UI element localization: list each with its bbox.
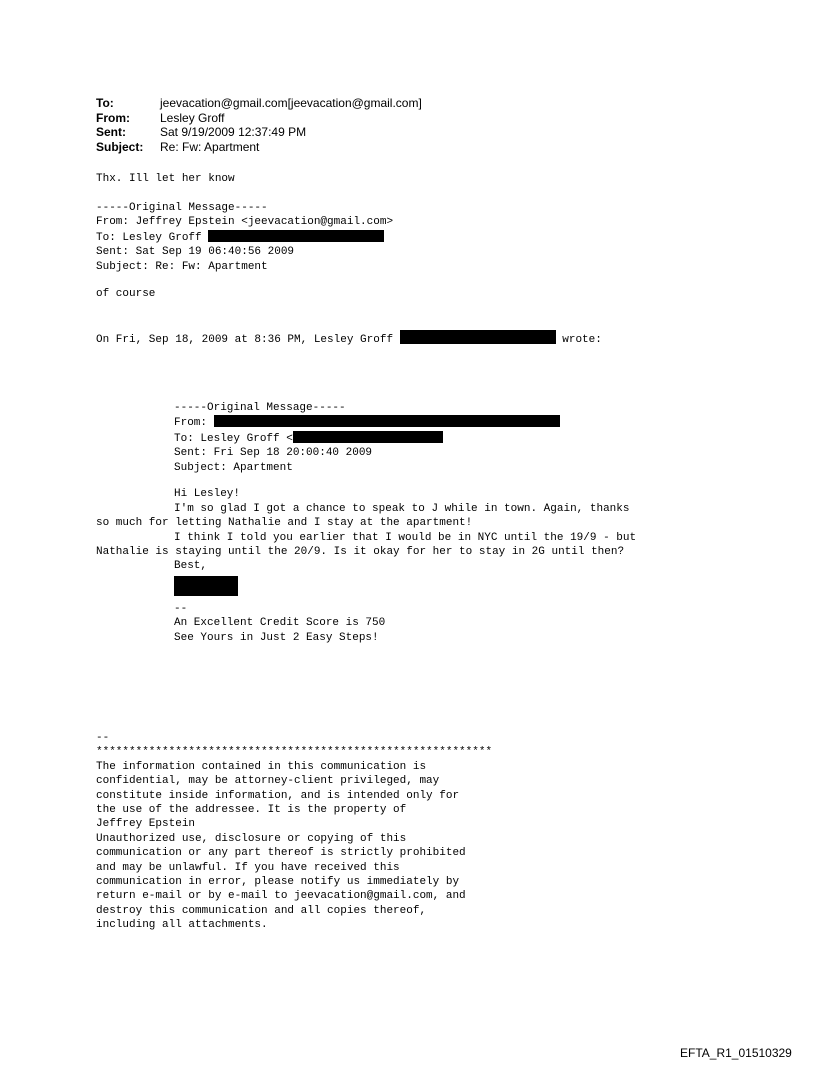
disclaimer-line: the use of the addressee. It is the property of [96, 804, 407, 817]
original-message-1 [96, 201, 393, 274]
quoted-separator: -----Original Message----- [174, 402, 346, 414]
quoted-from-line [174, 415, 560, 430]
quoted-body-line: I think I told you earlier that I would be in NYC until the 19/9 - but [174, 532, 637, 544]
original-to-prefix: To: Lesley Groff [96, 231, 209, 244]
quoted-closing: Best, [174, 560, 208, 572]
disclaimer-stars: ************************************************************ [96, 746, 493, 759]
quoted-greeting: Hi Lesley! [174, 488, 241, 500]
header-from-row [96, 111, 422, 126]
original-from-line: From: Jeffrey Epstein <jeevacation@gmail.com> [96, 216, 394, 229]
from-value: Lesley Groff [160, 110, 225, 125]
quoted-message-header [174, 401, 560, 475]
disclaimer-line: Jeffrey Epstein [96, 818, 196, 831]
quoted-signature [174, 602, 385, 645]
to-value: jeevacation@gmail.com[jeevacation@gmail.com] [160, 96, 422, 110]
disclaimer-line: and may be unlawful. If you have received this [96, 861, 400, 874]
redaction-box [293, 431, 443, 443]
quoted-to-line [174, 431, 560, 446]
original-body: of course [96, 288, 156, 300]
email-header [96, 96, 422, 154]
quote-intro [96, 330, 602, 347]
from-label: From: [96, 110, 130, 125]
disclaimer-line: Unauthorized use, disclosure or copying of this [96, 832, 407, 845]
header-to-row [96, 96, 422, 111]
ad-line: An Excellent Credit Score is 750 [174, 617, 386, 630]
header-subject-row [96, 140, 422, 155]
sent-label: Sent: [96, 125, 126, 139]
signature-separator: -- [174, 603, 188, 615]
quoted-body-line: so much for letting Nathalie and I stay at the apartment! [96, 517, 473, 529]
quoted-body-line: I'm so glad I got a chance to speak to J while in town. Again, thanks [174, 503, 630, 515]
disclaimer-line: communication or any part thereof is strictly prohibited [96, 847, 466, 860]
redaction-box [214, 415, 560, 427]
disclaimer-separator: -- [96, 732, 110, 744]
subject-value: Re: Fw: Apartment [160, 139, 260, 154]
original-subject-line: Subject: Re: Fw: Apartment [96, 260, 268, 273]
reply-text: Thx. Ill let her know [96, 173, 235, 185]
quoted-sent-line: Sent: Fri Sep 18 20:00:40 2009 [174, 447, 373, 460]
original-sent-line: Sent: Sat Sep 19 06:40:56 2009 [96, 246, 295, 259]
disclaimer [96, 731, 492, 933]
disclaimer-line: constitute inside information, and is intended only for [96, 789, 460, 802]
ad-line: See Yours in Just 2 Easy Steps! [174, 631, 379, 644]
quoted-to-prefix: To: Lesley Groff < [174, 432, 293, 445]
sent-value: Sat 9/19/2009 12:37:49 PM [160, 125, 307, 139]
signature-redaction [174, 576, 238, 596]
subject-label: Subject: [96, 139, 144, 154]
quoted-subject-line: Subject: Apartment [174, 461, 293, 474]
disclaimer-line: destroy this communication and all copies thereof, [96, 904, 427, 917]
quote-intro-suffix: wrote: [555, 334, 602, 346]
disclaimer-line: return e-mail or by e-mail to jeevacation@gmail.com, and [96, 890, 466, 903]
redaction-box [400, 330, 556, 344]
original-to-line [96, 230, 393, 245]
quoted-from-prefix: From: [174, 417, 214, 430]
quoted-body-line: Nathalie is staying until the 20/9. Is it okay for her to stay in 2G until then? [96, 546, 625, 558]
disclaimer-line: confidential, may be attorney-client privileged, may [96, 775, 440, 788]
to-label: To: [96, 96, 114, 110]
quote-intro-prefix: On Fri, Sep 18, 2009 at 8:36 PM, Lesley Groff [96, 334, 400, 346]
disclaimer-line: including all attachments. [96, 919, 268, 932]
redaction-box [208, 230, 384, 242]
original-separator: -----Original Message----- [96, 202, 268, 214]
disclaimer-line: communication in error, please notify us immediately by [96, 876, 460, 889]
header-sent-row [96, 125, 422, 140]
disclaimer-line: The information contained in this communication is [96, 760, 427, 773]
document-id: EFTA_R1_01510329 [680, 1046, 792, 1060]
